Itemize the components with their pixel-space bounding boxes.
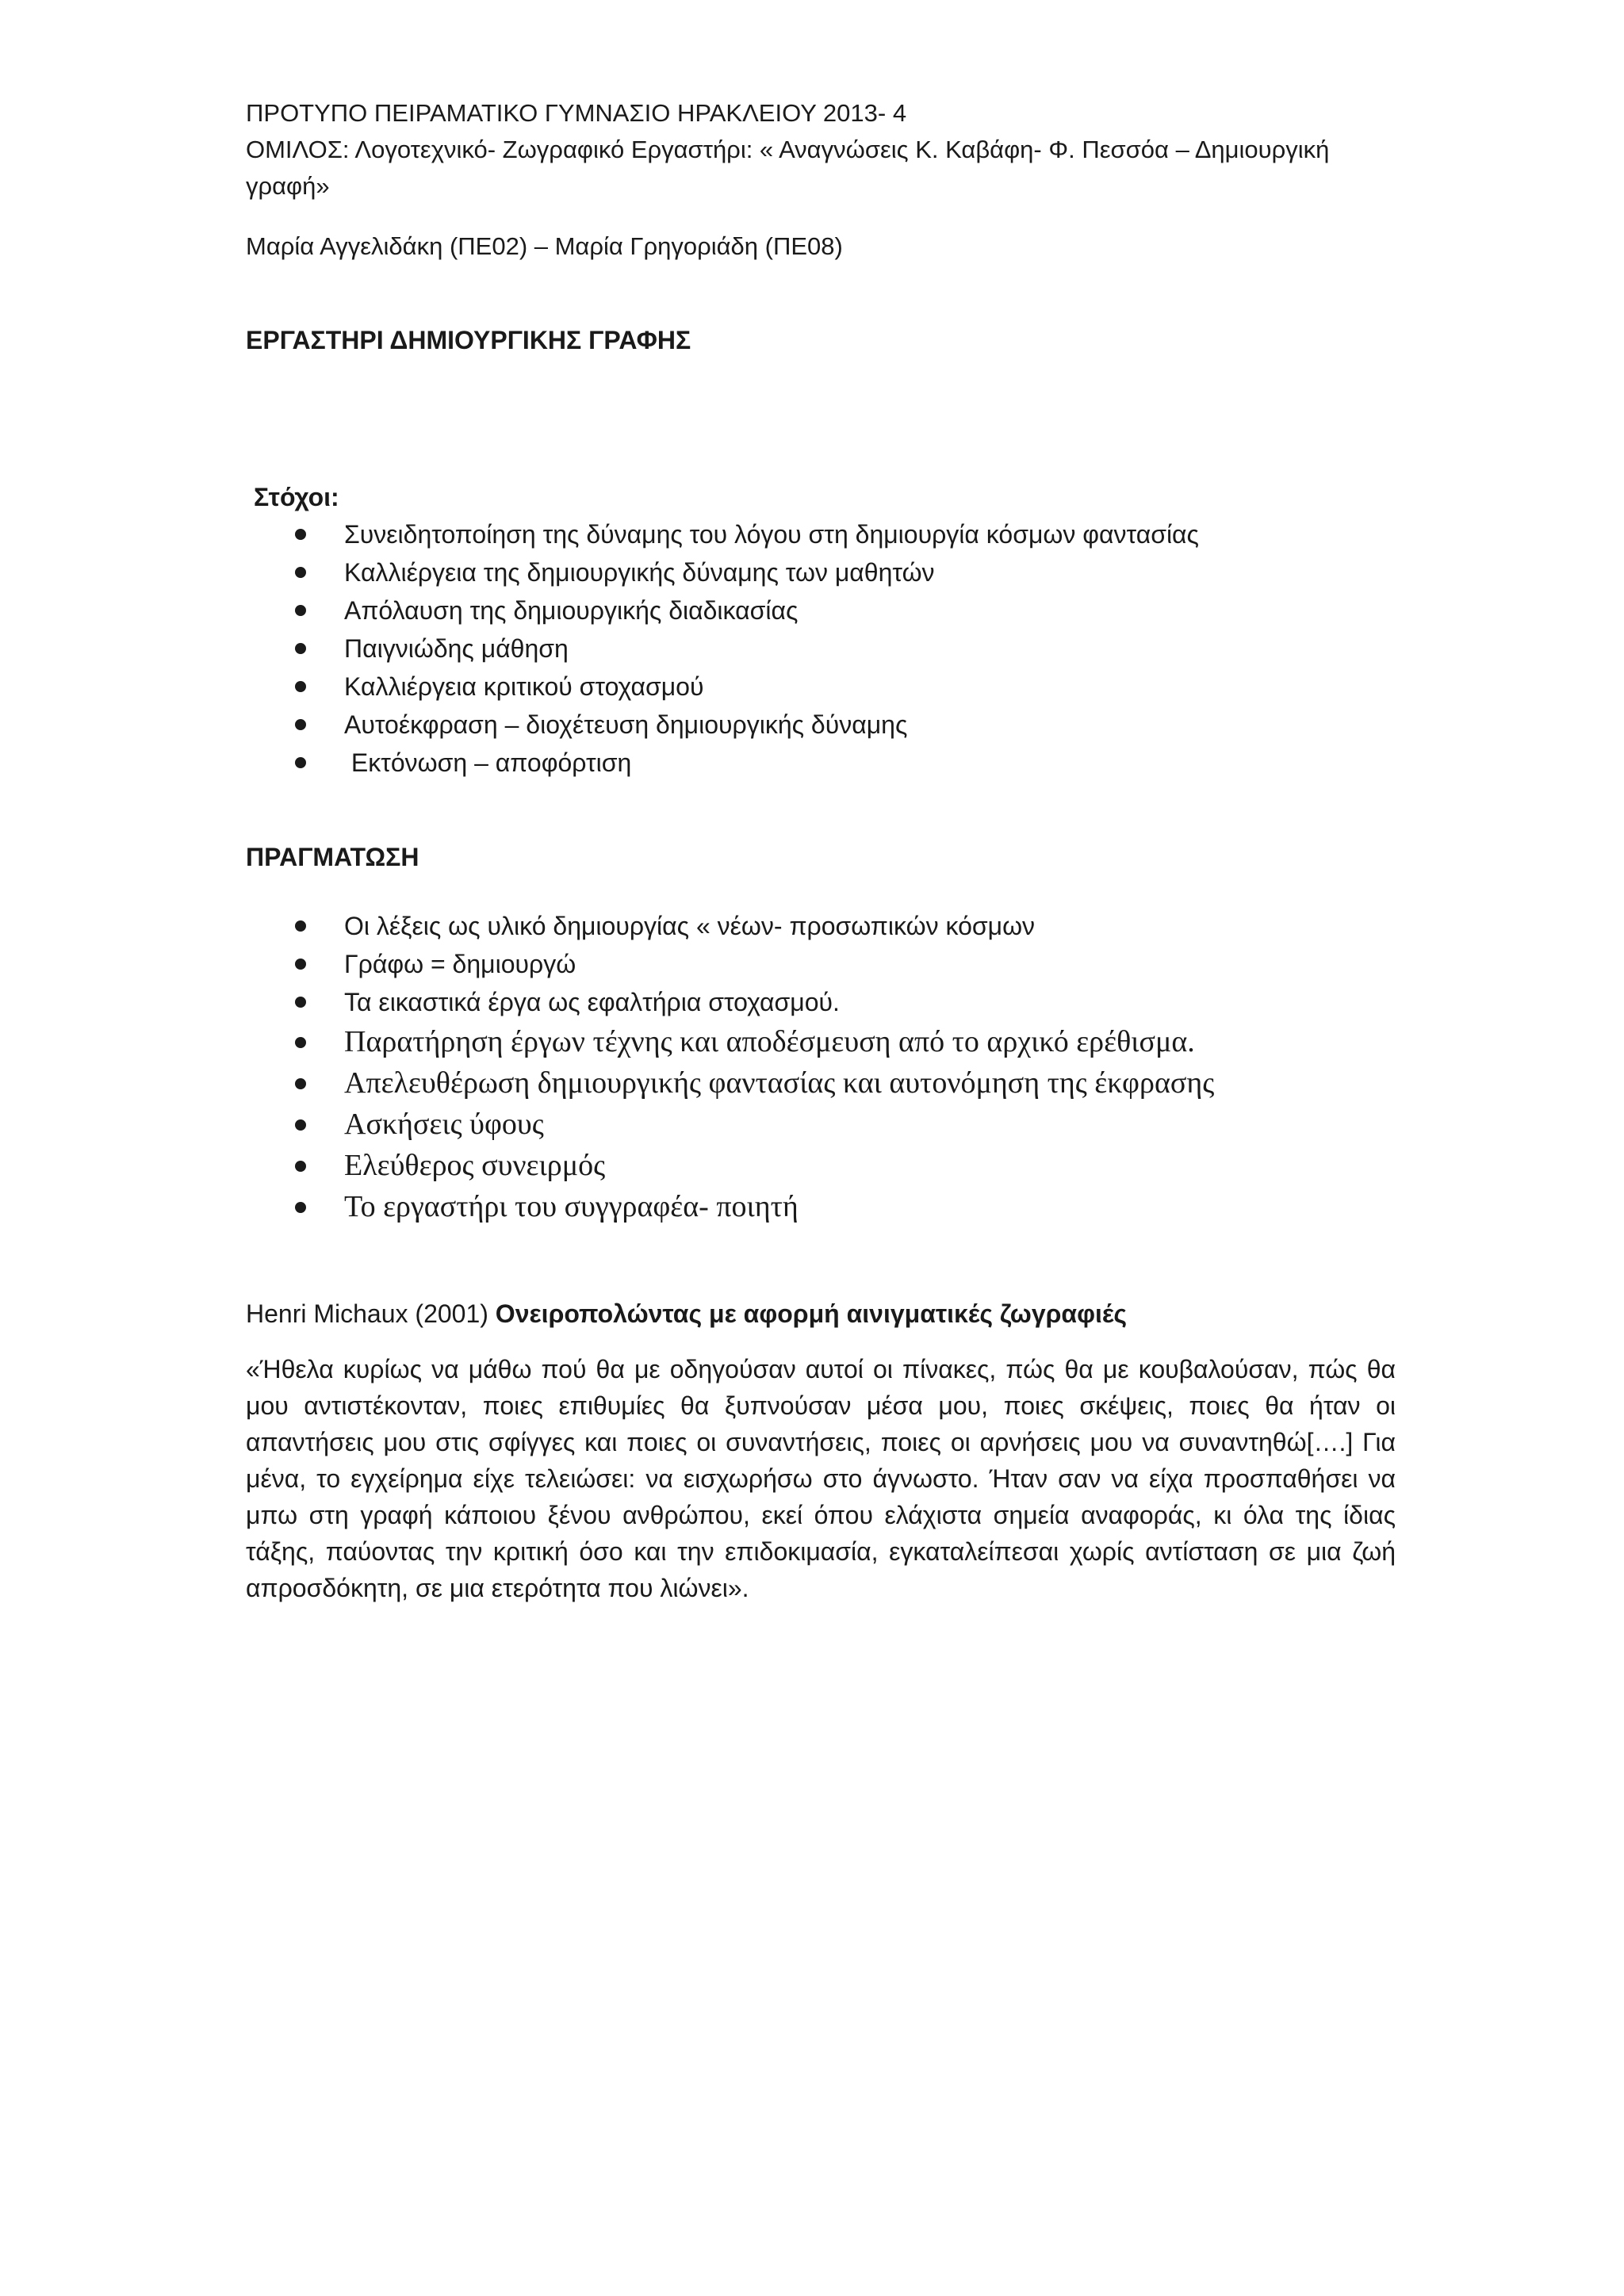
bullet-icon [295, 605, 306, 616]
club-title: ΟΜΙΛΟΣ: Λογοτεχνικό- Ζωγραφικό Εργαστήρι: « Αναγνώσεις Κ. Καβάφη- Φ. Πεσσόα – Δημιουργική [246, 136, 1330, 163]
bullet-icon [295, 959, 306, 970]
document-page [246, 95, 1396, 1606]
goals-list [246, 515, 1396, 782]
workshop-title: ΕΡΓΑΣΤΗΡΙ ΔΗΜΙΟΥΡΓΙΚΗΣ ΓΡΑΦΗΣ [246, 326, 691, 354]
quote-paragraph: «Ήθελα κυρίως να μάθω πού θα με οδηγούσαν αυτοί οι πίνακες, πώς θα με κουβαλούσαν, πώς θα μου αντιστέκονταν, ποιες επιθυμίες θα ξυπνούσαν μέσα μου, ποιες σκέψεις, ποιες θα ήταν οι απαντήσεις μου στις σφίγγες και ποιες οι συναντήσεις, ποιες οι αρνήσεις μου να συναντηθώ[….] Για μένα, το εγχείρημα είχε τελειώσει: να εισχωρήσω στο άγνωστο. Ήταν σαν να είχα προσπαθήσει να μπω στη γραφή κάποιου ξένου ανθρώπου, εκεί όπου ελάχιστα σημεία αναφοράς, κι όλα της ίδιας τάξης, παύοντας την κριτική όσο και την επιδοκιμασία, εγκαταλείπεσαι χωρίς αντίσταση σε μια ζωή απροσδόκητη, σε μια ετερότητα που λιώνει». [246, 1355, 1396, 1602]
list-item: Γράφω = δημιουργώ [246, 945, 1396, 983]
bullet-icon [295, 719, 306, 730]
list-item: Καλλιέργεια κριτικού στοχασμού [246, 668, 1396, 706]
list-item: Απόλαυση της δημιουργικής διαδικασίας [246, 591, 1396, 629]
list-item: Ασκήσεις ύφους [246, 1104, 1396, 1145]
authors: Μαρία Αγγελιδάκη (ΠΕ02) – Μαρία Γρηγοριάδη (ΠΕ08) [246, 232, 843, 260]
goals-heading: Στόχοι: [254, 483, 339, 511]
realization-list [246, 907, 1396, 1021]
school-name: ΠΡΟΤΥΠΟ ΠΕΙΡΑΜΑΤΙΚΟ ΓΥΜΝΑΣΙΟ ΗΡΑΚΛΕΙΟΥ 2013- 4 [246, 99, 907, 127]
bullet-icon [295, 757, 306, 768]
bullet-icon [295, 1202, 306, 1213]
citation-author: Henri Michaux (2001) [246, 1299, 496, 1328]
list-item: Απελευθέρωση δημιουργικής φαντασίας και αυτονόμηση της έκφρασης [246, 1062, 1396, 1104]
bullet-icon [295, 1037, 306, 1048]
list-item: Συνειδητοποίηση της δύναμης του λόγου στη δημιουργία κόσμων φαντασίας [246, 515, 1396, 553]
list-item: Παρατήρηση έργων τέχνης και αποδέσμευση από το αρχικό ερέθισμα. [246, 1021, 1396, 1062]
list-item: Τα εικαστικά έργα ως εφαλτήρια στοχασμού. [246, 983, 1396, 1021]
citation-work: Ονειροπολώντας με αφορμή αινιγματικές ζωγραφιές [495, 1299, 1127, 1328]
list-item: Το εργαστήρι του συγγραφέα- ποιητή [246, 1186, 1396, 1227]
bullet-icon [295, 1078, 306, 1089]
list-item: Καλλιέργεια της δημιουργικής δύναμης των μαθητών [246, 553, 1396, 591]
list-item: Ελεύθερος συνειρμός [246, 1145, 1396, 1186]
bullet-icon [295, 643, 306, 654]
list-item: Παιγνιώδης μάθηση [246, 629, 1396, 668]
realization-list-serif [246, 1021, 1396, 1227]
realization-heading: ΠΡΑΓΜΑΤΩΣΗ [246, 843, 419, 871]
list-item: Οι λέξεις ως υλικό δημιουργίας « νέων- προσωπικών κόσμων [246, 907, 1396, 945]
list-item: Αυτοέκφραση – διοχέτευση δημιουργικής δύναμης [246, 706, 1396, 744]
citation [246, 1295, 1396, 1332]
club-title-continued: γραφή» [246, 172, 330, 200]
bullet-icon [295, 567, 306, 578]
bullet-icon [295, 681, 306, 692]
bullet-icon [295, 529, 306, 540]
bullet-icon [295, 920, 306, 932]
bullet-icon [295, 1119, 306, 1131]
bullet-icon [295, 1161, 306, 1172]
bullet-icon [295, 997, 306, 1008]
list-item: Εκτόνωση – αποφόρτιση [246, 744, 1396, 782]
